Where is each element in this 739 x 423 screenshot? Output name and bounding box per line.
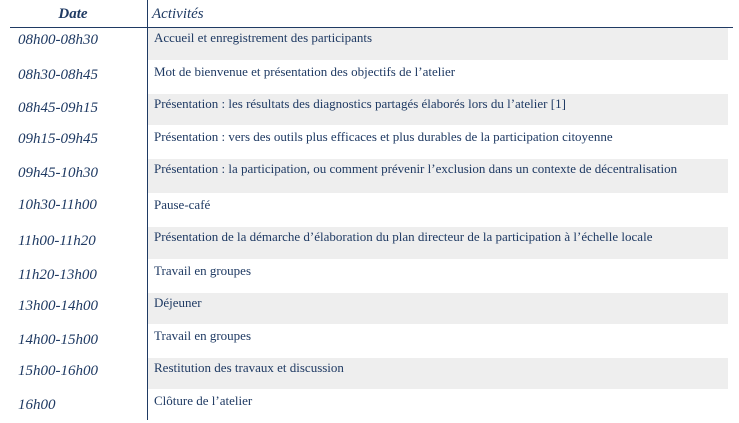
row-time: 10h30-11h00 [18,197,97,213]
table-row [0,261,739,293]
row-activity: Présentation : vers des outils plus efficaces et plus durables de la participation citoyenne [154,129,613,144]
row-time: 08h30-08h45 [18,67,98,83]
row-time: 09h15-09h45 [18,131,98,147]
row-activity: Déjeuner [148,293,728,324]
row-time: 14h00-15h00 [18,332,98,348]
row-time: 13h00-14h00 [18,298,98,314]
row-time: 11h00-11h20 [18,233,96,249]
header-activites: Activités [152,6,204,22]
header-date: Date [58,6,88,22]
row-time: 09h45-10h30 [18,165,98,181]
row-activity: Présentation de la démarche d’élaboration du plan directeur de la participation à l’échelle locale [148,227,728,259]
table-row [0,195,739,227]
row-time: 16h00 [18,397,56,413]
table-body [0,28,739,423]
row-time: 08h45-09h15 [18,100,98,116]
row-activity: Travail en groupes [154,328,252,343]
row-activity: Restitution des travaux et discussion [148,358,728,389]
row-time: 11h20-13h00 [18,267,97,283]
table-row [0,62,739,94]
table-row [0,159,739,195]
row-activity: Présentation : les résultats des diagnostics partagés élaborés lors du l’atelier [1] [148,94,728,125]
table-row [0,293,739,326]
row-activity: Mot de bienvenue et présentation des objectifs de l’atelier [154,64,456,79]
row-activity: Accueil et enregistrement des participants [148,28,728,60]
table-row [0,227,739,261]
table-row [0,358,739,391]
row-activity: Clôture de l’atelier [154,393,253,408]
table-row [0,94,739,127]
table-row [0,127,739,159]
row-activity: Présentation : la participation, ou comment prévenir l’exclusion dans un contexte de décentralisation [148,159,728,193]
row-activity: Travail en groupes [154,263,252,278]
table-row [0,326,739,358]
table-row [0,391,739,423]
row-time: 08h00-08h30 [18,32,98,48]
row-time: 15h00-16h00 [18,363,98,379]
table-row [0,28,739,62]
row-activity: Pause-café [154,197,211,212]
